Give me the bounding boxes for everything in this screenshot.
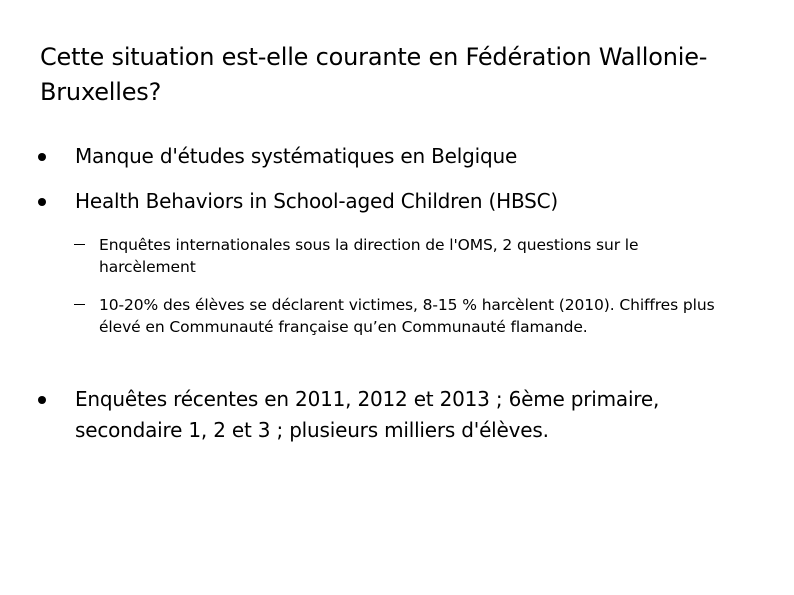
bullet-item [75, 186, 755, 217]
bullet-dot-icon [38, 198, 46, 206]
sub-bullet-text: 10-20% des élèves se déclarent victimes, 8-15 % harcèlent (2010). Chiffres plus élevé en Communauté française qu’en Communauté flamande. [99, 296, 715, 336]
sub-bullet-text: Enquêtes internationales sous la direction de l'OMS, 2 questions sur le harcèlement [99, 236, 639, 276]
dash-icon [74, 244, 85, 245]
bullet-text: Health Behaviors in School-aged Children (HBSC) [75, 189, 558, 213]
bullet-text: Enquêtes récentes en 2011, 2012 et 2013 ; 6ème primaire, secondaire 1, 2 et 3 ; plusieurs milliers d'élèves. [75, 387, 660, 442]
dash-icon [74, 304, 85, 305]
bullet-dot-icon [38, 153, 46, 161]
sub-bullet-item [99, 294, 739, 338]
bullet-item [75, 384, 755, 446]
bullet-item [75, 141, 755, 172]
bullet-dot-icon [38, 396, 46, 404]
sub-bullet-item [99, 234, 739, 278]
slide-title: Cette situation est-elle courante en Fédération Wallonie-Bruxelles? [40, 43, 708, 106]
bullet-text: Manque d'études systématiques en Belgique [75, 144, 518, 168]
